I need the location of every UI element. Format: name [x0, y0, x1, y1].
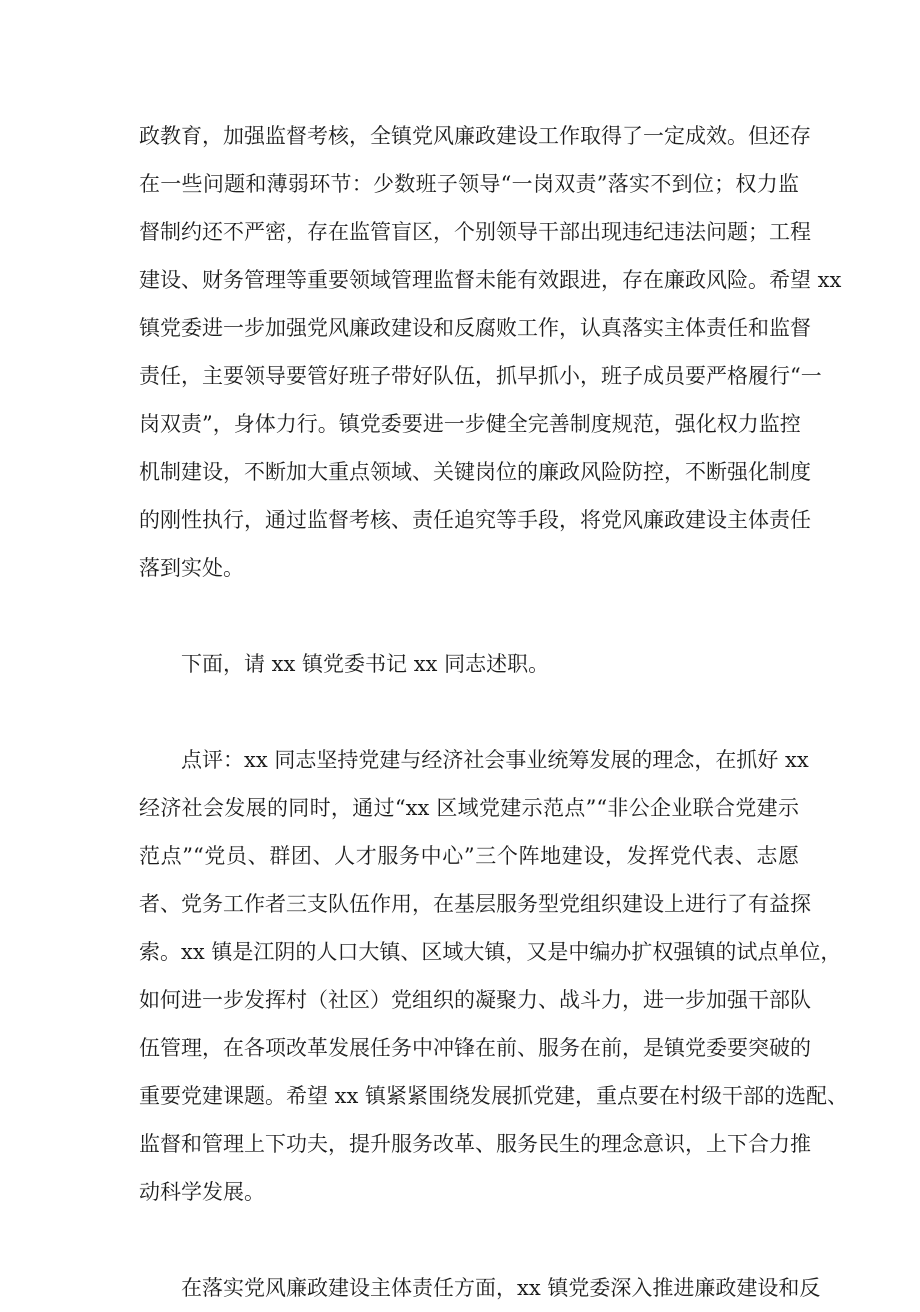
- text-line: 伍管理，在各项改革发展任务中冲锋在前、服务在前，是镇党委要突破的: [139, 1036, 811, 1060]
- text-line: 动科学发展。: [139, 1180, 265, 1204]
- text-line: 经济社会发展的同时，通过“xx 区域党建示范点”“非公企业联合党建示: [139, 796, 799, 820]
- text-line: 重要党建课题。希望 xx 镇紧紧围绕发展抓党建，重点要在村级干部的选配、: [139, 1084, 849, 1108]
- text-line: 镇党委进一步加强党风廉政建设和反腐败工作，认真落实主体责任和监督: [139, 316, 811, 340]
- text-line: 如何进一步发挥村（社区）党组织的凝聚力、战斗力，进一步加强干部队: [139, 988, 811, 1012]
- text-line: 岗双责”，身体力行。镇党委要进一步健全完善制度规范，强化权力监控: [139, 412, 801, 436]
- text-line: 督制约还不严密，存在监管盲区，个别领导干部出现违纪违法问题；工程: [139, 220, 811, 244]
- paragraph-supervision-review: [139, 112, 842, 592]
- text-line: 点评：xx 同志坚持党建与经济社会事业统筹发展的理念，在抓好 xx: [181, 748, 809, 772]
- text-line: 在一些问题和薄弱环节：少数班子领导“一岗双责”落实不到位；权力监: [139, 172, 799, 196]
- text-line: 索。xx 镇是江阴的人口大镇、区域大镇，又是中编办扩权强镇的试点单位，: [139, 940, 842, 964]
- paragraph-next-speaker: [139, 640, 799, 688]
- text-line: 监督和管理上下功夫，提升服务改革、服务民生的理念意识，上下合力推: [139, 1132, 811, 1156]
- text-line: 落到实处。: [139, 556, 244, 580]
- text-line: 者、党务工作者三支队伍作用，在基层服务型党组织建设上进行了有益探: [139, 892, 811, 916]
- text-line: 机制建设，不断加大重点领域、关键岗位的廉政风险防控，不断强化制度: [139, 460, 811, 484]
- text-line: 责任，主要领导要管好班子带好队伍，抓早抓小，班子成员要严格履行“一: [139, 364, 822, 388]
- text-line: 范点”“党员、群团、人才服务中心”三个阵地建设，发挥党代表、志愿: [139, 844, 799, 868]
- paragraph-commentary: [139, 736, 849, 1216]
- text-line: 在落实党风廉政建设主体责任方面，xx 镇党委深入推进廉政建设和反: [181, 1276, 821, 1300]
- text-line: 的刚性执行，通过监督考核、责任追究等手段，将党风廉政建设主体责任: [139, 508, 811, 532]
- document-body: [139, 112, 849, 1312]
- text-line: 建设、财务管理等重要领域管理监督未能有效跟进，存在廉政风险。希望 xx: [139, 268, 842, 292]
- paragraph-responsibility: [139, 1264, 821, 1312]
- text-line: 下面，请 xx 镇党委书记 xx 同志述职。: [181, 652, 550, 676]
- text-line: 政教育，加强监督考核，全镇党风廉政建设工作取得了一定成效。但还存: [139, 124, 811, 148]
